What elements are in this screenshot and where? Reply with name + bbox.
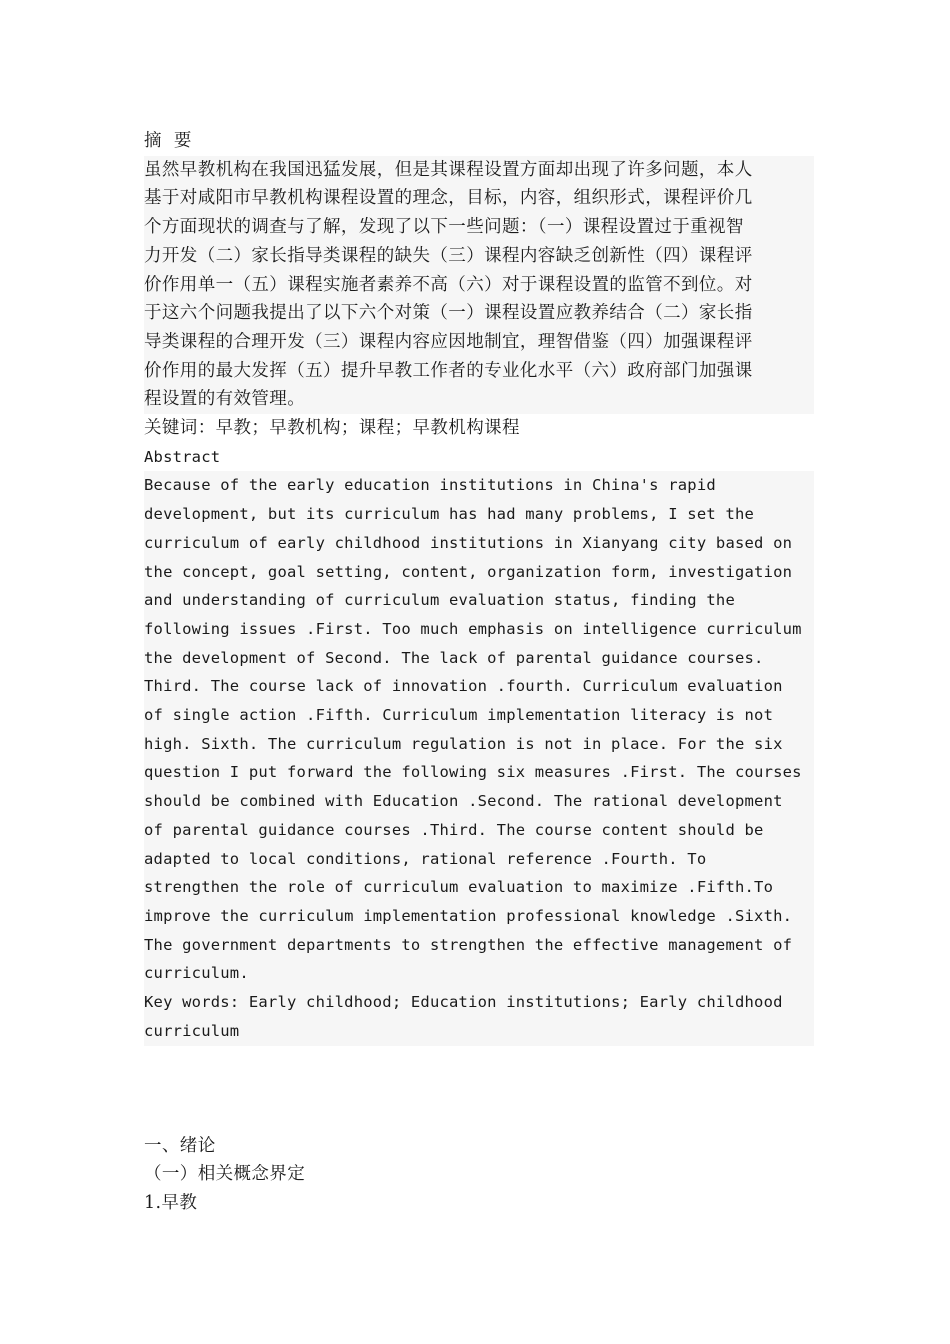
abstract-cn-line: 导类课程的合理开发（三）课程内容应因地制宜，理智借鉴（四）加强课程评 — [144, 328, 814, 357]
abstract-cn-line: 价作用的最大发挥（五）提升早教工作者的专业化水平（六）政府部门加强课 — [144, 357, 814, 386]
abstract-cn-keywords: 关键词：早教；早教机构；课程；早教机构课程 — [144, 418, 520, 439]
abstract-en-heading: Abstract — [144, 447, 221, 466]
section-title: 一、绪论 — [144, 1135, 216, 1156]
abstract-en-line: should be combined with Education .Second. The rational development — [144, 787, 814, 816]
abstract-cn-line: 价作用单一（五）课程实施者素养不高（六）对于课程设置的监管不到位。对 — [144, 271, 814, 300]
abstract-en-line: high. Sixth. The curriculum regulation is not in place. For the six — [144, 730, 814, 759]
abstract-cn-line: 程设置的有效管理。 — [144, 385, 814, 414]
abstract-en-line: strengthen the role of curriculum evaluation to maximize .Fifth.To — [144, 873, 814, 902]
spacer — [144, 1046, 814, 1132]
subsection-title: （一）相关概念界定 — [144, 1164, 306, 1185]
abstract-en-line: question I put forward the following six measures .First. The courses — [144, 758, 814, 787]
abstract-en-keywords-line: curriculum — [144, 1017, 814, 1046]
abstract-en-line: curriculum of early childhood institutions in Xianyang city based on — [144, 529, 814, 558]
abstract-cn-line: 于这六个问题我提出了以下六个对策（一）课程设置应教养结合（二）家长指 — [144, 299, 814, 328]
abstract-en-line: and understanding of curriculum evaluation status, finding the — [144, 586, 814, 615]
abstract-en-line: the concept, goal setting, content, organization form, investigation — [144, 558, 814, 587]
abstract-en-line: The government departments to strengthen the effective management of — [144, 931, 814, 960]
document-content — [144, 127, 814, 1218]
abstract-cn-line: 力开发（二）家长指导类课程的缺失（三）课程内容缺乏创新性（四）课程评 — [144, 242, 814, 271]
abstract-cn-line: 虽然早教机构在我国迅猛发展，但是其课程设置方面却出现了许多问题，本人 — [144, 156, 814, 185]
abstract-cn-heading: 摘 要 — [144, 131, 192, 151]
abstract-en-line: the development of Second. The lack of parental guidance courses. — [144, 644, 814, 673]
item-title: 1.早教 — [144, 1192, 198, 1213]
abstract-cn-line: 个方面现状的调查与了解，发现了以下一些问题：（一）课程设置过于重视智 — [144, 213, 814, 242]
abstract-en-line: following issues .First. Too much emphasis on intelligence curriculum — [144, 615, 814, 644]
abstract-en-line: improve the curriculum implementation professional knowledge .Sixth. — [144, 902, 814, 931]
abstract-en-line: curriculum. — [144, 959, 814, 988]
abstract-en-keywords-line: Key words: Early childhood; Education institutions; Early childhood — [144, 988, 814, 1017]
abstract-cn-line: 基于对咸阳市早教机构课程设置的理念，目标，内容，组织形式，课程评价几 — [144, 184, 814, 213]
abstract-en-line: Because of the early education institutions in China's rapid — [144, 471, 814, 500]
abstract-cn-body — [144, 156, 814, 414]
abstract-en-line: Third. The course lack of innovation .fourth. Curriculum evaluation — [144, 672, 814, 701]
abstract-en-line: adapted to local conditions, rational reference .Fourth. To — [144, 845, 814, 874]
abstract-en-body — [144, 471, 814, 988]
abstract-en-line: development, but its curriculum has had many problems, I set the — [144, 500, 814, 529]
abstract-en-line: of single action .Fifth. Curriculum implementation literacy is not — [144, 701, 814, 730]
abstract-en-keywords — [144, 988, 814, 1045]
abstract-en-line: of parental guidance courses .Third. The course content should be — [144, 816, 814, 845]
